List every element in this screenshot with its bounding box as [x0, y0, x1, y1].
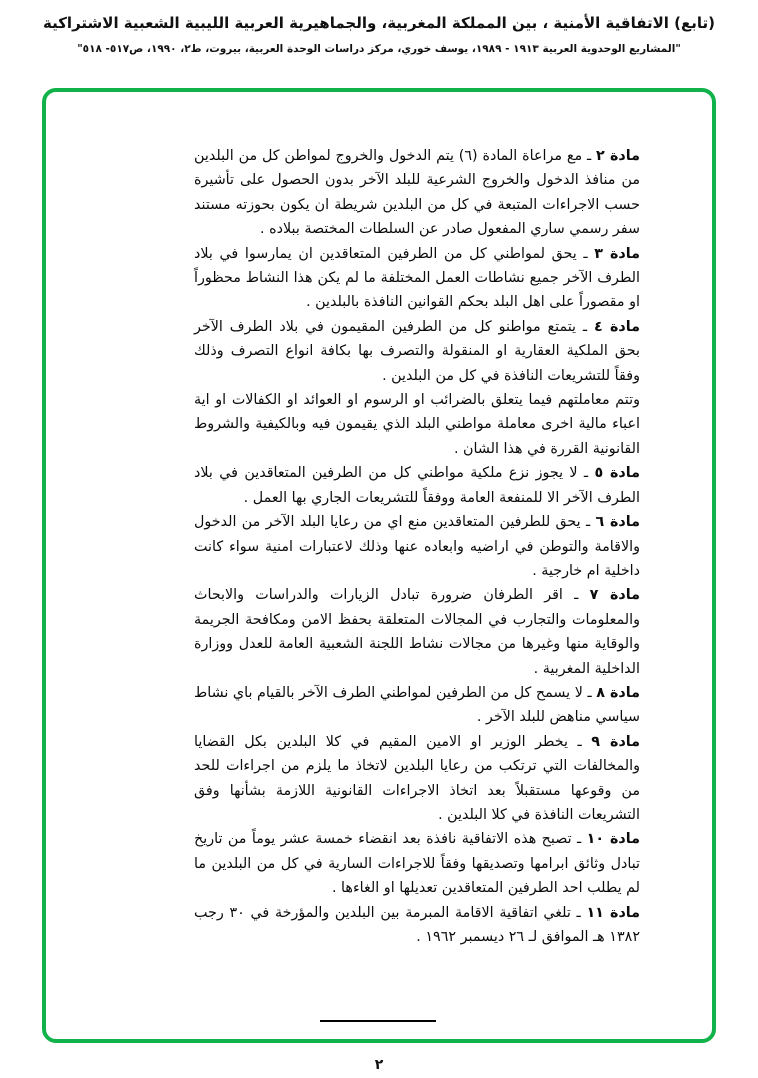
article-text: وتتم معاملتهم فيما يتعلق بالضرائب او الرسوم او العوائد او الكفالات او اية اعباء مالية اخرى معاملة مواطني البلد الذي يقيمون فيه وبالكيفية والشروط القانونية القررة في هذا الشان . [194, 392, 640, 457]
article-label: مادة ٣ [594, 245, 640, 262]
article-paragraph [194, 242, 640, 315]
article-text: ـ يتمتع مواطنو كل من الطرفين المقيمون في بلاد الطرف الآخر بحق الملكية العقارية او المنقولة والتصرف بها بكافة انواع التصرف وذلك وفقاً للتشريعات النافذة في كل من البلدين . [194, 318, 640, 384]
article-text: ـ تلغي اتفاقية الاقامة المبرمة بين البلدين والمؤرخة في ٣٠ رجب ١٣٨٢ هـ الموافق لـ ٢٦ ديسمبر ١٩٦٢ . [194, 904, 640, 945]
article-text: ـ لا يسمح كل من الطرفين لمواطني الطرف الآخر بالقيام باي نشاط سياسي مناهض للبلد الآخر . [194, 684, 640, 726]
content-frame [42, 88, 716, 1043]
document-citation: "المشاريع الوحدوية العربية ١٩١٣ - ١٩٨٩، يوسف خوري، مركز دراسات الوحدة العربية، بيروت، ط٢، ١٩٩٠، ص٥١٧- ٥١٨" [77, 43, 681, 55]
article-text: ـ تصبح هذه الاتفاقية نافذة بعد انقضاء خمسة عشر يوماً من تاريخ تبادل وثائق ابرامها وتصديقها وفقاً للاجراءات السارية في كل من البلدين ما لم يطلب احد الطرفين المتعاقدين تعديلها او الغاءها . [194, 831, 640, 897]
article-paragraph [194, 681, 640, 730]
article-text: ـ مع مراعاة المادة (٦) يتم الدخول والخروج لمواطن كل من البلدين من منافذ الدخول والخروج الشرعية للبلد الآخر بدون الحصول على تأشيرة حسب الاجراءات المتبعة في كل من البلدين شريطة ان يكون بحوزته مستند سفر رسمي ساري المفعول صادر عن السلطات المختصة ببلاده . [194, 148, 640, 238]
article-paragraph [194, 827, 640, 900]
article-paragraph [194, 510, 640, 583]
article-label: مادة ١٠ [586, 831, 640, 848]
article-paragraph [194, 583, 640, 681]
article-paragraph [194, 461, 640, 510]
article-label: مادة ٢ [595, 148, 640, 164]
article-text-block [194, 144, 640, 949]
article-text: ـ يحق لمواطني كل من الطرفين المتعاقدين ان يمارسوا في بلاد الطرف الآخر جميع نشاطات العمل المختلفة ما لم يكن هذا النشاط محظوراً او مقصوراً على اهل البلد بحكم القوانين النافذة بالبلدين . [194, 245, 640, 311]
page-number: ٢ [374, 1057, 384, 1073]
article-label: مادة ٥ [594, 465, 640, 482]
article-text: ـ يخطر الوزير او الامين المقيم في كلا البلدين بكل القضايا والمخالفات التي ترتكب من رعايا البلدين لاتخاذ ما يلزم من اجراءات للحد من وقوعها مستقبلاً بعد اتخاذ الاجراءات القانونية اللازمة بشأنها وفق التشريعات النافذة في كلا البلدين . [194, 733, 640, 823]
article-paragraph [194, 315, 640, 388]
article-label: مادة ٤ [593, 318, 640, 335]
article-text: ـ لا يجوز نزع ملكية مواطني كل من الطرفين المتعاقدين في بلاد الطرف الآخر الا للمنفعة العامة ووفقاً للتشريعات الجاري بها العمل . [194, 465, 640, 506]
article-paragraph [194, 730, 640, 828]
article-paragraph [194, 388, 640, 461]
article-text: ـ يحق للطرفين المتعاقدين منع اي من رعايا البلد الآخر من الدخول والاقامة والتوطن في اراضيه وابعاده عنها وذلك لاعتبارات امنية سواء كانت داخلية ام خارجية . [194, 514, 640, 579]
end-divider [320, 1020, 436, 1022]
article-label: مادة ٦ [595, 514, 640, 531]
article-label: مادة ٩ [591, 733, 640, 750]
article-label: مادة ٨ [596, 684, 640, 701]
article-label: مادة ٧ [589, 587, 640, 604]
article-paragraph [194, 901, 640, 950]
article-text: ـ اقر الطرفان ضرورة تبادل الزيارات والدراسات والابحاث والمعلومات والتجارب في المجالات المتعلقة بحفظ الامن ومكافحة الجريمة والوقاية منها وغيرها من مجالات نشاط اللجنة الشعبية العامة للعدل ووزارة الداخلية المغربية . [194, 587, 640, 677]
document-header [0, 0, 758, 55]
document-title: (تابع) الاتفاقية الأمنية ، بين المملكة المغربية، والجماهيرية العربية الليبية الشعبية الاشتراكية [42, 14, 716, 32]
article-label: مادة ١١ [586, 904, 641, 921]
article-paragraph [194, 144, 640, 242]
